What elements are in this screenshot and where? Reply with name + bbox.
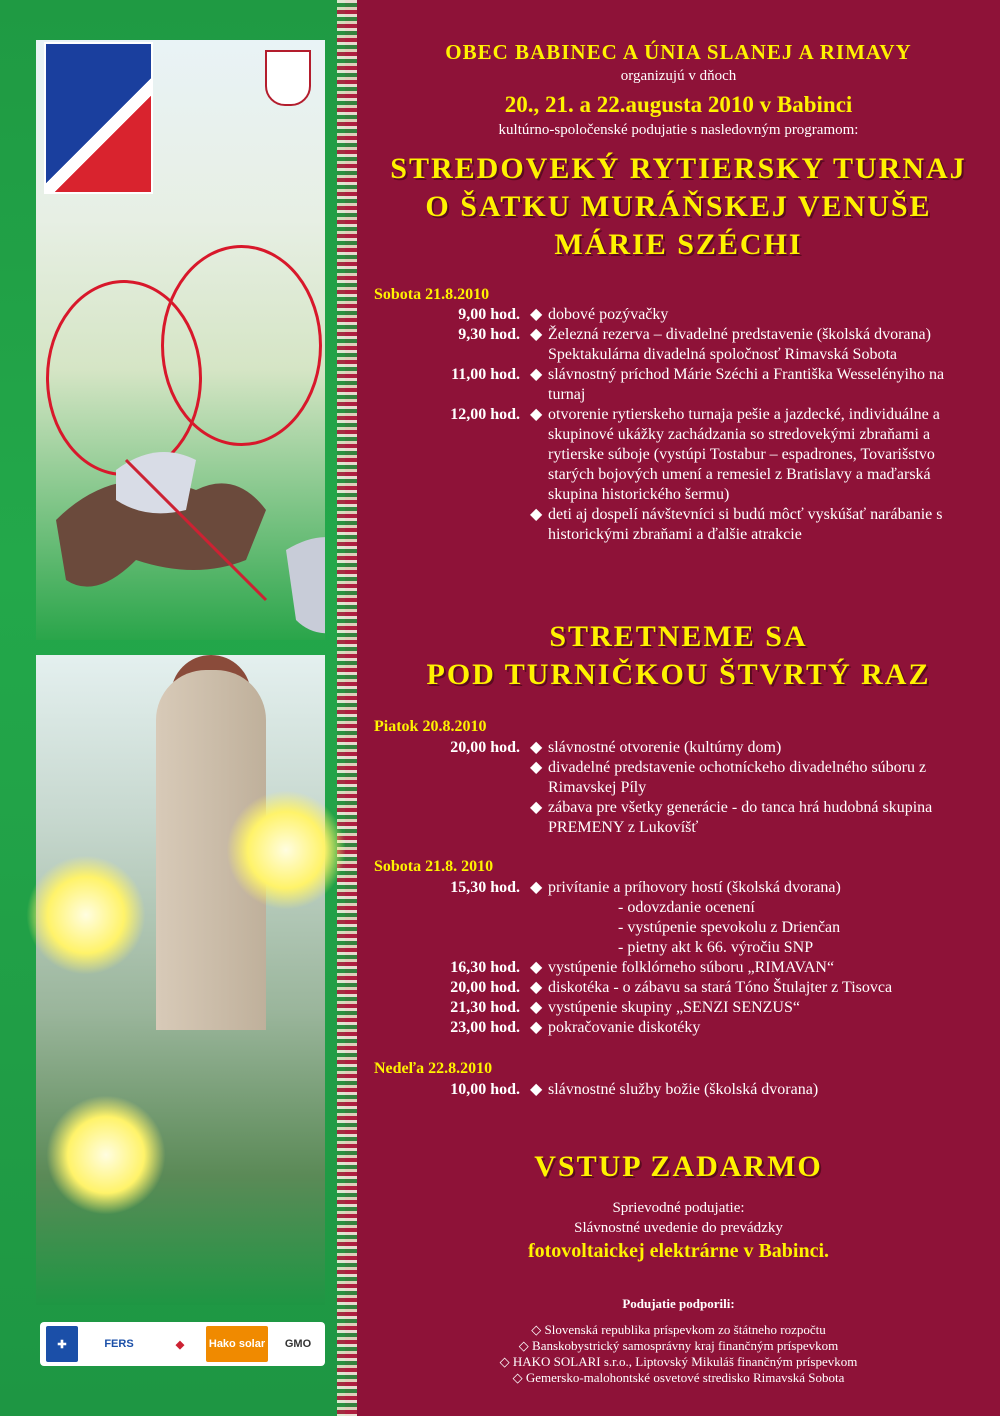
program-list-3 bbox=[370, 878, 1000, 1038]
program-item: ◆ zábava pre všetky generácie - do tanca hrá hudobná skupina PREMENY z Lukovíšť bbox=[530, 799, 933, 836]
intro-line: kultúrno-spoločenské podujatie s nasledovným programom: bbox=[498, 122, 859, 138]
yellow-star-burst bbox=[26, 855, 146, 975]
euroregion-logo bbox=[44, 42, 153, 194]
yellow-star-burst bbox=[226, 790, 346, 910]
program-subitem: - odovzdanie ocenení bbox=[618, 899, 755, 916]
program-list-2 bbox=[370, 738, 948, 838]
side-event-label: Sprievodné podujatie: bbox=[612, 1200, 745, 1216]
side-event-highlight: fotovoltaickej elektrárne v Babinci. bbox=[527, 1240, 830, 1262]
program-item: 20,00 hod. ◆ slávnostné otvorenie (kultúrny dom) bbox=[450, 739, 782, 756]
hako-solar-logo: Hako solar bbox=[206, 1326, 268, 1362]
day-heading-sun: Nedeľa 22.8.2010 bbox=[374, 1060, 493, 1077]
village-crest bbox=[265, 50, 311, 106]
organizer-heading: OBEC BABINEC A ÚNIA SLANEJ A RIMAVY bbox=[445, 40, 912, 64]
sponsor-item: ◇ HAKO SOLARI s.r.o., Liptovský Mikuláš finančným príspevkom bbox=[499, 1354, 858, 1369]
program-item: 20,00 hod. ◆ diskotéka - o zábavu sa stará Tóno Štulajter z Tisovca bbox=[450, 979, 893, 996]
day-heading-fri: Piatok 20.8.2010 bbox=[374, 718, 487, 735]
sponsor-item: ◇ Banskobystrický samosprávny kraj finančným príspevkom bbox=[518, 1338, 839, 1353]
yellow-star-burst bbox=[46, 1095, 166, 1215]
gmo-logo: GMO bbox=[284, 1338, 312, 1350]
title1-line2: O ŠATKU MURÁŇSKEJ VENUŠE bbox=[425, 190, 932, 223]
program-subitem: - vystúpenie spevokolu z Drienčan bbox=[618, 919, 841, 936]
program-item: ◆ deti aj dospelí návštevníci si budú môcť vyskúšať narábanie s historickými zbraňami a ďalšie atrakcie bbox=[530, 506, 943, 543]
day-heading-sat2: Sobota 21.8. 2010 bbox=[374, 858, 494, 875]
organizer-subline: organizujú v dňoch bbox=[620, 68, 737, 84]
program-list-1 bbox=[370, 305, 948, 545]
program-item: 21,30 hod. ◆ vystúpenie skupiny „SENZI SENZUS“ bbox=[450, 999, 800, 1016]
program-subitem: - pietny akt k 66. výročiu SNP bbox=[618, 939, 814, 956]
side-event-line: Slávnostné uvedenie do prevádzky bbox=[574, 1220, 783, 1236]
program-item: 9,30 hod. ◆ Železná rezerva – divadelné predstavenie (školská dvorana) Spektakulárna divadelná spoločnosť Rimavská Sobota bbox=[458, 326, 931, 363]
program-item: 11,00 hod. ◆ slávnostný príchod Márie Széchi a Františka Wesselényiho na turnaj bbox=[451, 366, 945, 403]
title1-line1: STREDOVEKÝ RYTIERSKY TURNAJ bbox=[390, 152, 967, 185]
event-dates: 20., 21. a 22.augusta 2010 v Babinci bbox=[504, 92, 853, 117]
program-item: ◆ divadelné predstavenie ochotníckeho divadelného súboru z Rimavskej Píly bbox=[530, 759, 927, 796]
sponsors-title: Podujatie podporili: bbox=[622, 1296, 735, 1311]
program-item: 9,00 hod. ◆ dobové pozývačky bbox=[458, 306, 669, 323]
title2-line2: POD TURNIČKOU ŠTVRTÝ RAZ bbox=[426, 658, 931, 691]
program-item: 12,00 hod. ◆ otvorenie rytierskeho turnaja pešie a jazdecké, individuálne a skupinové ukážky zachádzania so stredovekými zbraňami a rytierske súboje (vystúpi Tostabur – espadrones, Tovarišstvo starých bojových umení a remesiel z Bratislavy a maďarská skupina historického šermu) bbox=[450, 406, 940, 503]
sponsor-item: ◇ Gemersko-malohontské osvetové stredisko Rimavská Sobota bbox=[512, 1370, 845, 1385]
program-item: 15,30 hod. ◆ privítanie a príhovory hostí (školská dvorana) bbox=[450, 879, 841, 896]
ornamental-border bbox=[337, 0, 357, 1416]
village-tower-photo bbox=[36, 655, 325, 1305]
title2-line1: STRETNEME SA bbox=[549, 620, 808, 653]
sponsor-logos bbox=[40, 1322, 325, 1366]
program-item: 23,00 hod. ◆ pokračovanie diskotéky bbox=[450, 1019, 701, 1036]
kraj-logo-icon: ◆ bbox=[175, 1338, 185, 1351]
program-list-4 bbox=[370, 1080, 948, 1100]
free-entry: VSTUP ZADARMO bbox=[534, 1150, 823, 1183]
program-item: 10,00 hod. ◆ slávnostné služby božie (školská dvorana) bbox=[450, 1081, 819, 1098]
fers-logo: FERS bbox=[104, 1338, 134, 1350]
title1-line3: MÁRIE SZÉCHI bbox=[554, 228, 803, 261]
day-heading-sat1: Sobota 21.8.2010 bbox=[374, 286, 490, 303]
slovak-coat-of-arms-icon: ✚ bbox=[46, 1326, 78, 1362]
program-item: 16,30 hod. ◆ vystúpenie folklórneho súboru „RIMAVAN“ bbox=[450, 959, 835, 976]
sponsor-item: ◇ Slovenská republika príspevkom zo štátneho rozpočtu bbox=[531, 1322, 826, 1337]
